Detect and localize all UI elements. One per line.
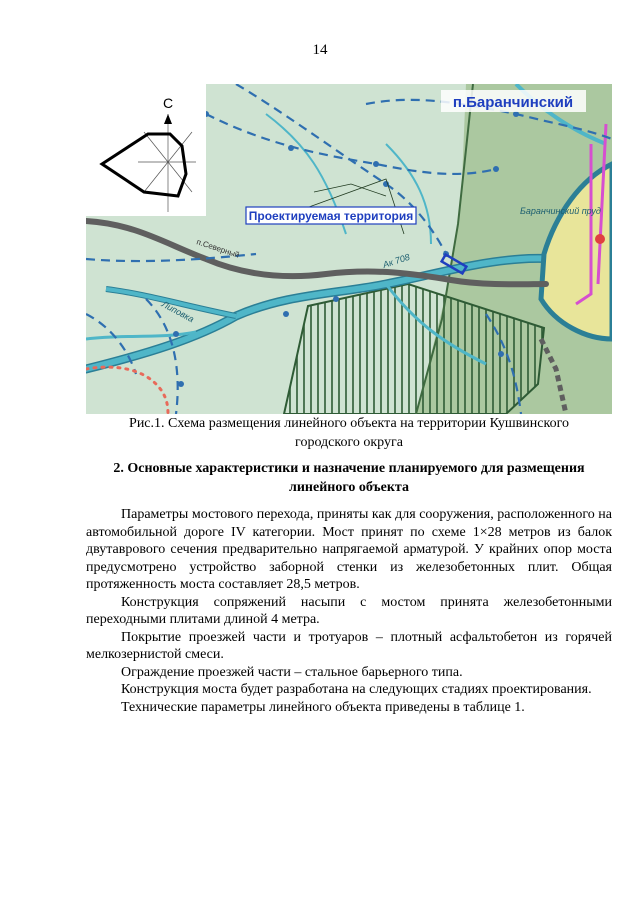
paragraph-bridge-parameters: Параметры мостового перехода, приняты как для сооружения, расположенного на автомобильной дороге IV категории. Мост принят по схеме 1×28 метров из балок двутаврового сечения предварительно напрягаемой арматурой. У крайних опор моста предусмотрено устройство заборной стенки из железобетонных плит. Общая протяженность моста составляет 28,5 метров. (86, 507, 612, 592)
paragraph-pavement: Покрытие проезжей части и тротуаров – плотный асфальтобетон из горячей мелкозернистой смеси. (86, 629, 612, 662)
heading-line-1: 2. Основные характеристики и назначение планируемого для размещения (113, 461, 585, 476)
road-code-label: Ак 708 (381, 251, 412, 270)
wind-rose-panel (86, 84, 206, 216)
paragraph-design-stages: Конструкция моста будет разработана на следующих стадиях проектирования. (121, 682, 592, 697)
project-area-label: Проектируемая территория (248, 209, 414, 223)
paragraph-embankment: Конструкция сопряжений насыпи с мостом принята железобетонными переходными плитами длиной 4 метра. (86, 594, 612, 627)
settlement-label: п.Баранчинский (452, 94, 574, 111)
paragraph-table-reference: Технические параметры линейного объекта приведены в таблице 1. (121, 699, 525, 715)
road-label: п.Северный (195, 237, 241, 260)
figure-caption (86, 414, 612, 452)
settlement-marker (595, 234, 605, 244)
body-text (86, 506, 612, 716)
page-number: 14 (312, 42, 328, 58)
section-heading (86, 459, 612, 497)
caption-line-1: Рис.1. Схема размещения линейного объекта на территории Кушвинского (129, 416, 569, 431)
site-location-map (86, 84, 612, 414)
heading-line-2: линейного объекта (289, 480, 409, 495)
map-graphic (86, 84, 612, 414)
pond-label: Баранчинский пруд (520, 206, 601, 216)
river-label: Липовка (160, 298, 196, 325)
caption-line-2: городского округа (295, 435, 403, 450)
paragraph-barrier: Ограждение проезжей части – стальное барьерного типа. (121, 664, 463, 680)
compass-north-label: С (162, 95, 174, 111)
